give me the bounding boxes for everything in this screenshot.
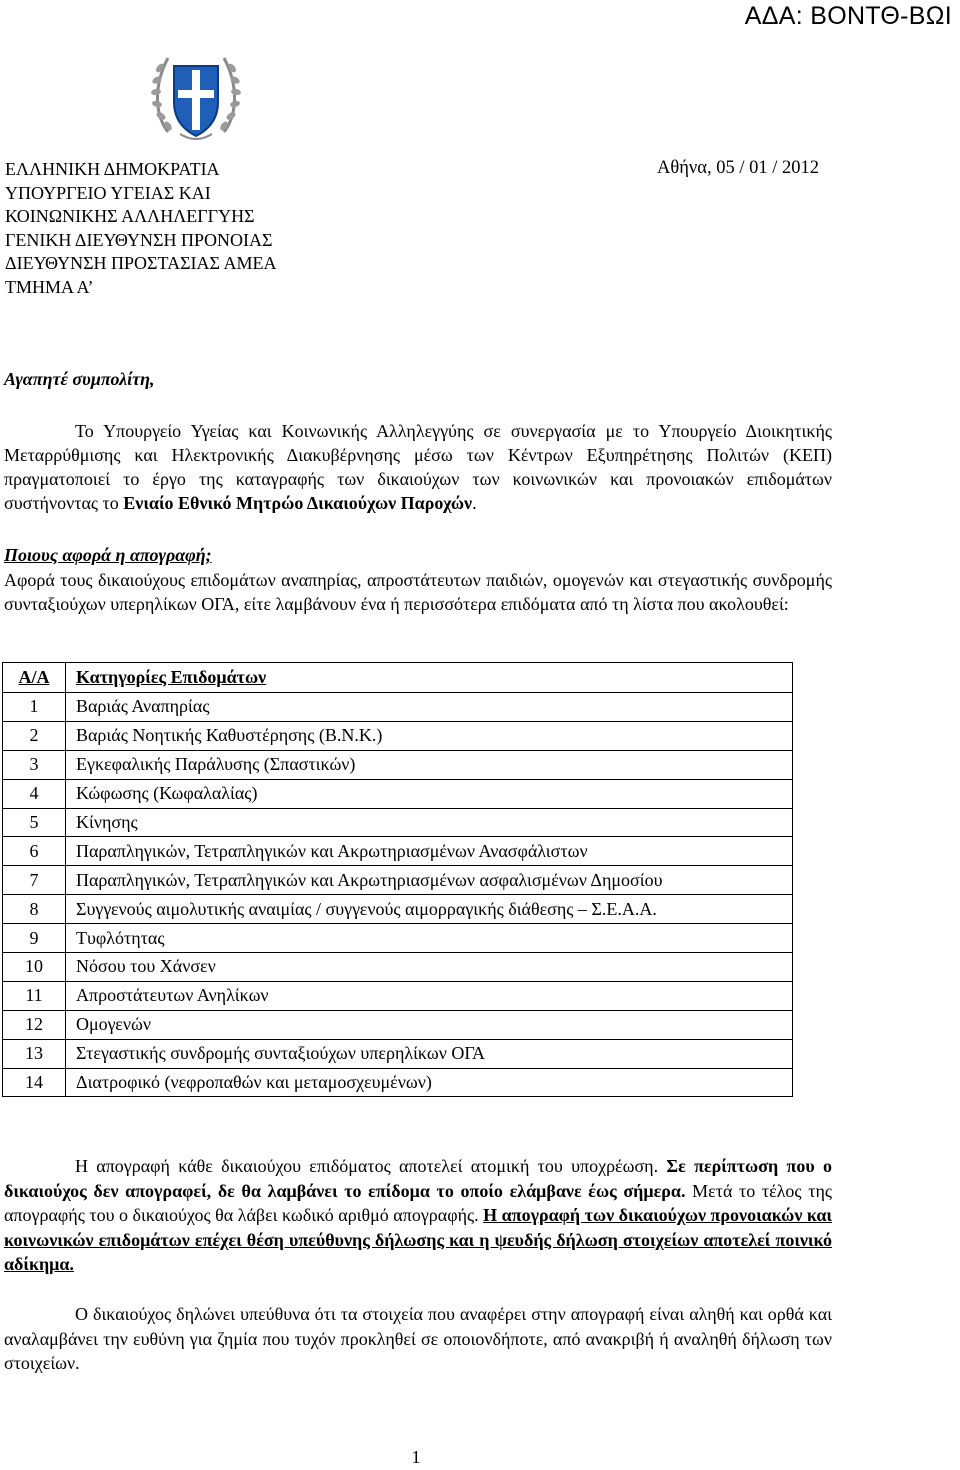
- table-row: [3, 953, 793, 982]
- table-row: [3, 1010, 793, 1039]
- table-row: [3, 1039, 793, 1068]
- scope-title: Ποιους αφορά η απογραφή;: [4, 545, 212, 565]
- header-category: Κατηγορίες Επιδομάτων: [76, 667, 267, 687]
- intro-end: .: [472, 493, 477, 513]
- issuer-line: ΥΠΟΥΡΓΕΙΟ ΥΓΕΙΑΣ ΚΑΙ: [5, 182, 211, 203]
- row-label: Συγγενούς αιμολυτικής αναιμίας / συγγενούς αιμορραγικής διάθεσης – Σ.Ε.Α.Α.: [66, 895, 793, 924]
- row-number: 9: [3, 924, 66, 953]
- issuer-line: ΕΛΛΗΝΙΚΗ ΔΗΜΟΚΡΑΤΙΑ: [5, 159, 220, 179]
- document-date: Αθήνα, 05 / 01 / 2012: [657, 158, 819, 178]
- row-label: Στεγαστικής συνδρομής συνταξιούχων υπερηλίκων ΟΓΑ: [66, 1039, 793, 1068]
- row-label: Ομογενών: [66, 1010, 793, 1039]
- row-label: Απροστάτευτων Ανηλίκων: [66, 981, 793, 1010]
- table-row: [3, 981, 793, 1010]
- scope-section: [4, 543, 832, 617]
- row-number: 1: [3, 693, 66, 722]
- registry-name: Ενιαίο Εθνικό Μητρώο Δικαιούχων Παροχών: [123, 493, 473, 513]
- obligation-paragraph: [4, 1154, 832, 1277]
- row-number: 8: [3, 895, 66, 924]
- salutation: Αγαπητέ συμπολίτη,: [4, 369, 155, 389]
- row-label: Βαριάς Νοητικής Καθυστέρησης (Β.Ν.Κ.): [66, 721, 793, 750]
- declaration-paragraph: [4, 1302, 832, 1376]
- row-label: Βαριάς Αναπηρίας: [66, 693, 793, 722]
- declaration-text: Ο δικαιούχος δηλώνει υπεύθυνα ότι τα στοιχεία που αναφέρει στην απογραφή είναι αληθή και ορθά και αναλαμβάνει την ευθύνη για ζημία που τυχόν προκληθεί σε οποιονδήποτε, από ανακριβή ή αναληθή δήλωση των στοιχείων.: [4, 1304, 832, 1373]
- table-header-row: [3, 663, 793, 693]
- row-label: Εγκεφαλικής Παράλυσης (Σπαστικών): [66, 750, 793, 779]
- obligation-code-text: Μετά το τέλος της απογραφής του ο δικαιούχος θα λάβει κωδικό αριθμό απογραφής.: [4, 1180, 832, 1225]
- table-row: [3, 866, 793, 895]
- issuer-line: ΓΕΝΙΚΗ ΔΙΕΥΘΥΝΣΗ ΠΡΟΝΟΙΑΣ: [5, 229, 273, 250]
- row-number: 14: [3, 1068, 66, 1097]
- row-number: 12: [3, 1010, 66, 1039]
- obligation-warning: Σε περίπτωση που ο δικαιούχος δεν απογραφεί, δε θα λαμβάνει το επίδομα το οποίο ελάμβανε έως σήμερα.: [4, 1156, 832, 1201]
- table-row: [3, 779, 793, 808]
- row-number: 10: [3, 953, 66, 982]
- table-row: [3, 750, 793, 779]
- obligation-legal-notice: Η απογραφή των δικαιούχων προνοιακών και κοινωνικών επιδομάτων επέχει θέση υπεύθυνης δήλωσης και η ψευδής δήλωση στοιχείων αποτελεί ποινικό αδίκημα.: [4, 1205, 832, 1274]
- scope-text: Αφορά τους δικαιούχους επιδομάτων αναπηρίας, απροστάτευτων παιδιών, ομογενών και στεγαστικής συνδρομής συνταξιούχων υπερηλίκων ΟΓΑ, είτε λαμβάνουν ένα ή περισσότερα επιδόματα από τη λίστα που ακολουθεί:: [4, 569, 832, 614]
- row-label: Κώφωσης (Κωφαλαλίας): [66, 779, 793, 808]
- obligation-text: Η απογραφή κάθε δικαιούχου επιδόματος αποτελεί ατομική του υποχρέωση.: [75, 1156, 667, 1176]
- row-number: 11: [3, 981, 66, 1010]
- header-number: Α/Α: [3, 663, 66, 693]
- benefits-table: [2, 662, 793, 1097]
- row-number: 5: [3, 808, 66, 837]
- issuer-block: [5, 158, 277, 299]
- row-number: 4: [3, 779, 66, 808]
- coat-of-arms-icon: [150, 44, 242, 148]
- table-row: [3, 693, 793, 722]
- page-number: 1: [411, 1447, 421, 1467]
- table-row: [3, 1068, 793, 1097]
- row-number: 13: [3, 1039, 66, 1068]
- row-label: Παραπληγικών, Τετραπληγικών και Ακρωτηριασμένων ασφαλισμένων Δημοσίου: [66, 866, 793, 895]
- table-row: [3, 837, 793, 866]
- table-row: [3, 808, 793, 837]
- row-label: Νόσου του Χάνσεν: [66, 953, 793, 982]
- row-number: 7: [3, 866, 66, 895]
- row-label: Διατροφικό (νεφροπαθών και μεταμοσχευμένων): [66, 1068, 793, 1097]
- row-label: Παραπληγικών, Τετραπληγικών και Ακρωτηριασμένων Ανασφάλιστων: [66, 837, 793, 866]
- row-label: Τυφλότητας: [66, 924, 793, 953]
- issuer-line: ΔΙΕΥΘΥΝΣΗ ΠΡΟΣΤΑΣΙΑΣ ΑΜΕΑ: [5, 253, 277, 273]
- ada-code: ΑΔΑ: ΒΟΝΤΘ-ΒΩΙ: [744, 2, 952, 30]
- issuer-line: ΤΜΗΜΑ Α’: [5, 276, 94, 297]
- row-number: 3: [3, 750, 66, 779]
- row-number: 2: [3, 721, 66, 750]
- table-row: [3, 924, 793, 953]
- row-label: Κίνησης: [66, 808, 793, 837]
- intro-text: Το Υπουργείο Υγείας και Κοινωνικής Αλληλεγγύης σε συνεργασία με το Υπουργείο Διοικητικής Μεταρρύθμισης και Ηλεκτρονικής Διακυβέρνησης μέσω των Κέντρων Εξυπηρέτησης Πολιτών (ΚΕΠ) πραγματοποιεί το έργο της καταγραφής των δικαιούχων των κοινωνικών και προνοιακών επιδομάτων συστήνοντας το: [4, 421, 832, 513]
- issuer-line: ΚΟΙΝΩΝΙΚΗΣ ΑΛΛΗΛΕΓΓΥΗΣ: [5, 206, 255, 226]
- table-row: [3, 895, 793, 924]
- intro-paragraph: [4, 419, 832, 515]
- row-number: 6: [3, 837, 66, 866]
- table-row: [3, 721, 793, 750]
